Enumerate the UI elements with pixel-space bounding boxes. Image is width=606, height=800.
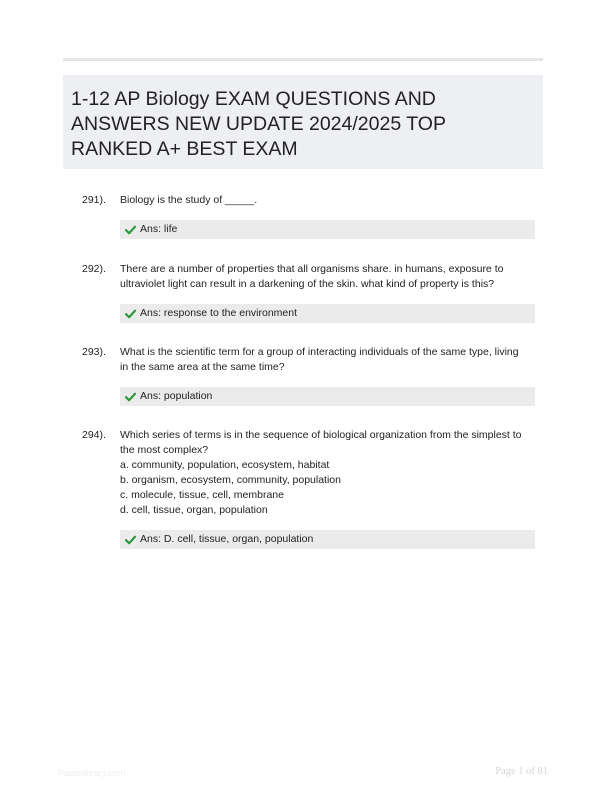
answer-text: Ans: D. cell, tissue, organ, population (140, 533, 314, 545)
answer-box (120, 304, 535, 323)
answer-text: Ans: life (140, 223, 178, 235)
top-divider (63, 58, 543, 61)
answer-box (120, 387, 535, 406)
answer-box (120, 530, 535, 549)
question-text: Which series of terms is in the sequence of biological organization from the simplest to the most complex? a. community, population, ecosystem, habitat b. organism, ecosystem, community, population c. molecule, tissue, cell, membrane d. cell, tissue, organ, population (120, 429, 522, 516)
question-item (82, 193, 542, 239)
question-item (82, 345, 542, 406)
question-number: 291). (82, 194, 106, 206)
question-number: 293). (82, 346, 106, 358)
question-number: 292). (82, 263, 106, 275)
title-box (63, 75, 543, 169)
answer-text: Ans: population (140, 390, 213, 402)
answer-box (120, 220, 535, 239)
question-item (82, 262, 542, 323)
document-title: 1-12 AP Biology EXAM QUESTIONS AND ANSWERS NEW UPDATE 2024/2025 TOP RANKED A+ BEST EXAM (71, 88, 446, 160)
question-number: 294). (82, 429, 106, 441)
page-number: Page 1 of 81 (495, 766, 548, 777)
check-icon (125, 392, 136, 402)
footer-watermark: Paperlibrary.com (58, 768, 126, 778)
check-icon (125, 535, 136, 545)
question-item (82, 428, 542, 549)
check-icon (125, 225, 136, 235)
question-text: There are a number of properties that all organisms share. in humans, exposure to ultraviolet light can result in a darkening of the skin. what kind of property is this? (120, 263, 504, 290)
question-text: What is the scientific term for a group of interacting individuals of the same type, living in the same area at the same time? (120, 346, 519, 373)
question-text: Biology is the study of _____. (120, 194, 258, 206)
answer-text: Ans: response to the environment (140, 307, 298, 319)
check-icon (125, 309, 136, 319)
